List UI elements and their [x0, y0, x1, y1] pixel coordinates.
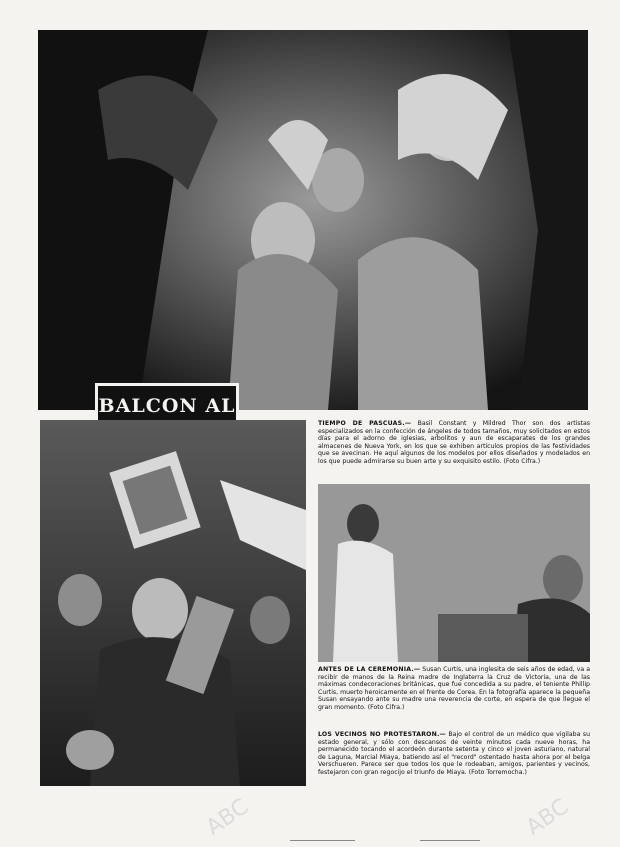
photo-girl-rehearsing-image — [318, 484, 590, 662]
caption-angels-body: Basil Constant y Mildred Thor son dos artistas especializados en la confección de ángeles de todos tamaños, muy solicitados en estos días para el adorno de iglesias, arbolitos y aun de escaparates de los grandes almacenes de Nueva York, en los que se exhiben artículos propios de las festividades que se avecinan. He aquí algunos de los modelos por ellos diseñados y modelados en los que puede admirarse su buen arte y su exquisito estilo. (Foto Cifra.) — [318, 420, 591, 465]
photo-accordion-player-image — [40, 420, 306, 786]
caption-angels — [318, 420, 590, 466]
caption-neighbors-title: LOS VECINOS NO PROTESTARON.— — [318, 731, 446, 738]
watermark-abc-2: ABC — [521, 794, 574, 841]
bottom-rule-2 — [420, 840, 480, 841]
headline-line-1: BALCON AL — [98, 395, 236, 417]
bottom-rule-1 — [290, 840, 355, 841]
photo-girl-rehearsing — [318, 484, 590, 662]
caption-ceremony-title: ANTES DE LA CEREMONIA.— — [318, 666, 421, 673]
caption-neighbors — [318, 731, 590, 777]
caption-ceremony — [318, 666, 590, 712]
photo-accordion-player — [40, 420, 306, 786]
caption-neighbors-body: Bajo el control de un médico que vigilaba su estado general, y sólo con descansos de veinte minutos cada nueve horas, ha permanecido tocando el acordeón durante setenta y cinco el joven asturiano, natural de Laguna, Marcial Miaya, batiendo así el "record" ostentado hasta ahora por el belga Verschueren. Parece ser que todos los que le rodeaban, amigos, parientes y vecinos, festejaron con gran regocijo el triunfo de Miaya. (Foto Torremocha.) — [318, 731, 590, 776]
photo-angel-sculptures-image — [38, 30, 588, 410]
caption-ceremony-body: Susan Curtis, una inglesita de seis años de edad, va a recibir de manos de la Reina madre de Inglaterra la Cruz de Victoria, una de las máximas condecoraciones británicas, que fue concedida a su padre, el teniente Phillip Curtis, muerto heroicamente en el frente de Corea. En la fotografía aparece la pequeña Susan ensayando ante su madre una reverencia de corte, en espera de que llegue el gran momento. (Foto Cifra.) — [318, 666, 591, 711]
watermark-abc-1: ABC — [201, 794, 254, 841]
photo-angel-sculptures — [38, 30, 588, 410]
caption-angels-title: TIEMPO DE PASCUAS.— — [318, 420, 412, 427]
